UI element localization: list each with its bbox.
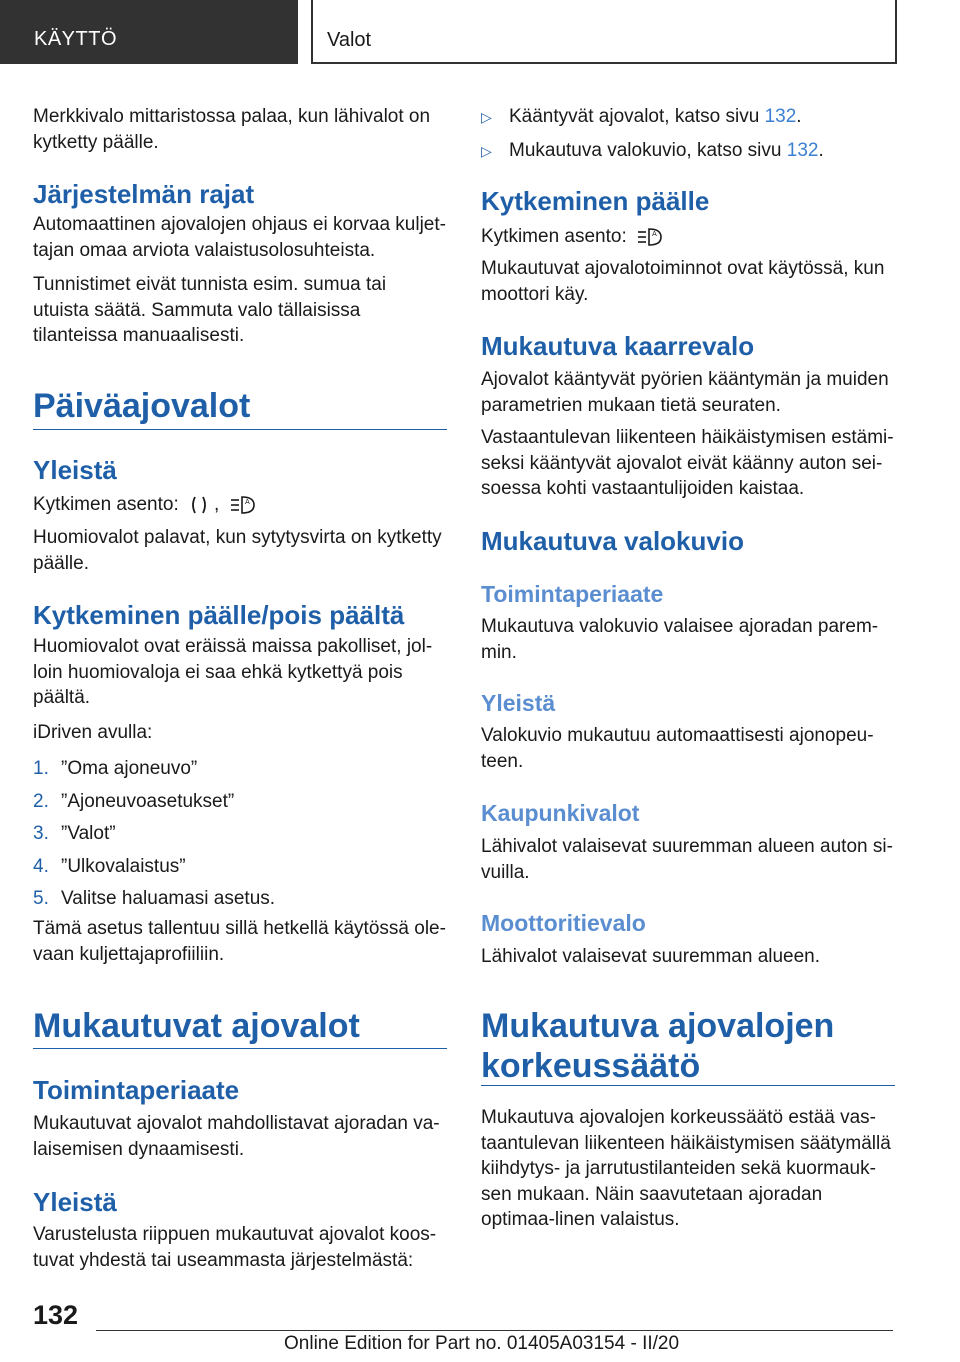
on-paragraph: Mukautuvat ajovalotoiminnot ovat käytössä, kun moottori käy. <box>481 258 885 305</box>
bullet-list <box>481 104 895 164</box>
edition-text: Online Edition for Part no. 01405A03154 - II/20 <box>284 1333 680 1354</box>
highway-paragraph: Lähivalot valaisevat suuremman alueen. <box>481 946 821 967</box>
drl-paragraph: Huomiovalot palavat, kun sytytysvirta on kytketty päälle. <box>33 527 442 574</box>
page-link[interactable]: 132 <box>786 139 819 161</box>
leveling-title: Mukautuva ajovalojen korkeussäätö <box>481 1007 835 1085</box>
triangle-bullet-icon: ▷ <box>481 142 492 159</box>
on-switch-label: Kytkimen asento: <box>481 226 627 247</box>
on-switch-line <box>481 224 895 250</box>
list-item: 5. Valitse haluamasi asetus. <box>33 888 276 909</box>
pattern-heading: Mukautuva valokuvio <box>481 526 744 556</box>
drl-switch-line <box>33 492 447 518</box>
general2-paragraph: Varustelusta riippuen mukautuvat ajovalot koos-tuvat yhdestä tai useammasta järjestelmästä: <box>33 1224 437 1271</box>
page-link[interactable]: 132 <box>764 106 797 127</box>
auto-headlight-icon <box>229 494 257 516</box>
footer-rule <box>96 1330 893 1331</box>
curve-heading: Mukautuva kaarrevalo <box>481 331 755 361</box>
drl-title-rule <box>33 429 447 430</box>
curve-paragraph-2: Vastaantulevan liikenteen häikäistymisen estämi-seksi kääntyvät ajovalot eivät käänny auton sei-soessa kohti vastaantulijoiden kaistaa. <box>481 427 894 499</box>
section-tab <box>0 0 298 64</box>
limits-paragraph-1: Automaattinen ajovalojen ohjaus ei korvaa kuljet-tajan omaa arviota valaistusolosuhteista. <box>33 214 446 261</box>
principle-paragraph: Mukautuvat ajovalot mahdollistavat ajoradan va-laisemisen dynaamisesti. <box>33 1113 440 1160</box>
list-item: 3. ”Valot” <box>33 823 116 844</box>
saved-paragraph: Tämä asetus tallentuu sillä hetkellä käytössä ole-vaan kuljettajaprofiiliin. <box>33 918 446 965</box>
highway-heading: Moottoritievalo <box>481 910 646 936</box>
principle-heading: Toimintaperiaate <box>33 1075 240 1105</box>
topic-tab <box>311 0 897 64</box>
adaptive-title: Mukautuvat ajovalot <box>33 1007 360 1045</box>
pattern-general-paragraph: Valokuvio mukautuu automaattisesti ajonopeu-teen. <box>481 725 874 772</box>
limits-paragraph-2: Tunnistimet eivät tunnista esim. sumua tai utuista säätä. Sammuta valo tällaisissa tilanteissa manuaalisesti. <box>33 274 387 346</box>
onoff-paragraph: Huomiovalot ovat eräissä maissa pakolliset, jol-loin huomiovaloja ei saa ehkä kytkettyä pois päältä. <box>33 636 433 708</box>
topic-label: Valot <box>327 29 372 51</box>
adaptive-title-rule <box>33 1048 447 1049</box>
svg-text:A: A <box>244 497 250 506</box>
onoff-heading: Kytkeminen päälle/pois päältä <box>33 600 405 630</box>
leveling-paragraph: Mukautuva ajovalojen korkeussäätö estää vas-taantulevan liikenteen häikäistymisen säätymällä kiihdytys- ja jarrutustilanteiden sekä kuormauk-sen mukaan. Näin saavutetaan ajoradan optimaa-linen valaistus. <box>481 1107 891 1230</box>
steps-list <box>33 756 447 912</box>
pattern-principle-heading: Toimintaperiaate <box>481 581 664 607</box>
list-item: ▷ Mukautuva valokuvio, katso sivu 132. <box>481 138 895 165</box>
list-item: 1. ”Oma ajoneuvo” <box>33 758 198 779</box>
city-paragraph: Lähivalot valaisevat suuremman alueen auton si-vuilla. <box>481 836 893 883</box>
triangle-bullet-icon: ▷ <box>481 109 492 125</box>
leveling-title-rule <box>481 1085 895 1086</box>
drl-title: Päiväajovalot <box>33 387 251 425</box>
auto-headlight-icon <box>636 226 664 248</box>
parking-light-icon <box>188 494 210 516</box>
section-label: KÄYTTÖ <box>34 28 118 50</box>
page-number: 132 <box>33 1300 79 1330</box>
drl-switch-label: Kytkimen asento: <box>33 494 179 515</box>
curve-paragraph-1: Ajovalot kääntyvät pyörien kääntymän ja muiden parametrien mukaan tietä seuraten. <box>481 369 889 416</box>
on-heading: Kytkeminen päälle <box>481 186 710 216</box>
pattern-principle-paragraph: Mukautuva valokuvio valaisee ajoradan parem-min. <box>481 616 879 663</box>
list-item: 2. ”Ajoneuvoasetukset” <box>33 790 235 812</box>
intro-text: Merkkivalo mittaristossa palaa, kun lähivalot on kytketty päälle. <box>33 106 431 153</box>
svg-text:A: A <box>652 229 657 238</box>
idrive-text: iDriven avulla: <box>33 722 153 743</box>
general2-heading: Yleistä <box>33 1187 117 1217</box>
list-item: ▷ Kääntyvät ajovalot, katso sivu 132. <box>481 104 895 131</box>
drl-general-heading: Yleistä <box>33 455 117 485</box>
city-heading: Kaupunkivalot <box>481 800 640 826</box>
drl-comma: , <box>214 494 220 515</box>
limits-heading: Järjestelmän rajat <box>33 179 255 209</box>
pattern-general-heading: Yleistä <box>481 690 556 716</box>
list-item: 4. ”Ulkovalaistus” <box>33 855 186 877</box>
